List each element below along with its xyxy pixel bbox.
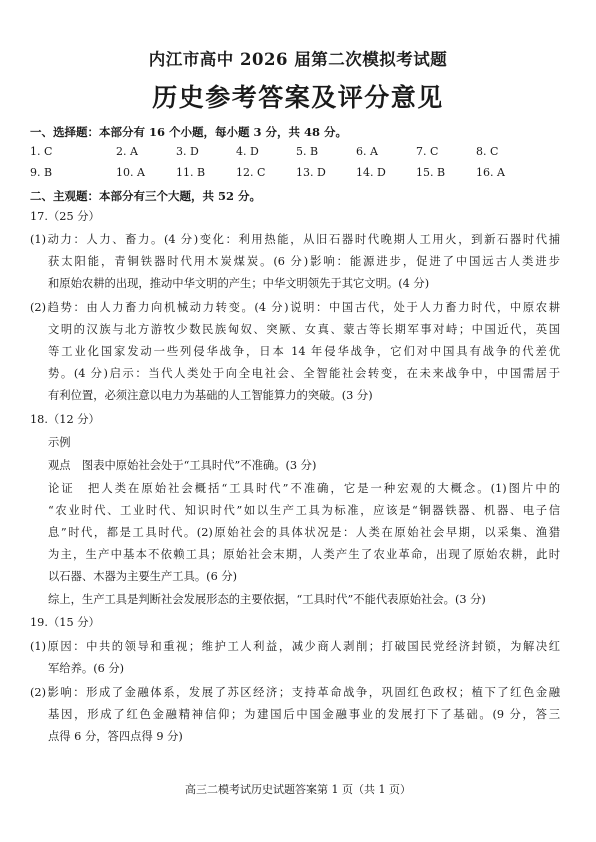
mc-answer: 4. D: [236, 145, 259, 158]
q17-header: 17.（25 分）: [30, 210, 100, 223]
q17-line: (2)趋势：由人力畜力向机械动力转变。(4 分)说明：中国古代，处于人力畜力时代，中原农耕: [30, 301, 560, 314]
q17-line: 获太阳能，青铜铁器时代用木炭煤炭。(6 分)影响：能源进步，促进了中国远古人类进步: [48, 255, 560, 268]
mc-answer: 11. B: [176, 166, 206, 179]
q19-line: 点得 6 分，答四点得 9 分): [48, 730, 183, 743]
mc-answer: 15. B: [416, 166, 446, 179]
mc-answer: 3. D: [176, 145, 199, 158]
q19-line: 基因，形成了红色金融精神信仰；为建国后中国金融事业的发展打下了基础。(9 分，答三: [48, 708, 560, 721]
q18-viewpoint: 观点 图表中原始社会处于“工具时代”不准确。(3 分): [48, 459, 317, 472]
mc-answer: 5. B: [296, 145, 319, 158]
mc-answer: 1. C: [30, 145, 53, 158]
q17-line: 势。(4 分)启示：当代人类处于向全电社会、全智能社会转变，在未来战争中，中国需居于: [48, 367, 560, 380]
mc-answer: 14. D: [356, 166, 386, 179]
page-footer: 高三二模考试历史试题答案第 1 页（共 1 页）: [185, 783, 411, 796]
q18-argument-line: 为主，生产中基本不依赖工具；原始社会末期，人类产生了农业革命，出现了原始农耕，此时: [48, 548, 560, 561]
mc-answer: 10. A: [116, 166, 145, 179]
q18-argument-line: 论证 把人类在原始社会概括“工具时代”不准确，它是一种宏观的大概念。(1)图片中的: [48, 482, 560, 495]
q18-example-label: 示例: [48, 436, 71, 449]
mc-answer: 13. D: [296, 166, 326, 179]
q17-line: 和原始农耕的出现，推动中华文明的产生；中华文明领先于其它文明。(4 分): [48, 277, 430, 290]
q17-line: (1)动力：人力、畜力。(4 分)变化：利用热能，从旧石器时代晚期人工用火，到新石器时代捕: [30, 233, 560, 246]
q17-line: 有利位置，必须注意以电力为基础的人工智能算力的突破。(3 分): [48, 389, 373, 402]
mc-answer: 7. C: [416, 145, 439, 158]
q17-line: 文明的汉族与北方游牧少数民族匈奴、突厥、女真、蒙古等长期军事对峙；中国近代，英国: [48, 323, 560, 336]
mc-answer: 9. B: [30, 166, 53, 179]
answer-key-title: 历史参考答案及评分意见: [152, 83, 444, 112]
q19-header: 19.（15 分）: [30, 616, 100, 629]
q19-line: (1)原因：中共的领导和重视；维护工人利益，减少商人剥削；打破国民党经济封锁，为解决红: [30, 640, 560, 653]
q17-line: 等工业化国家发动一些列侵华战争，日本 14 年侵华战争，它们对中国具有战争的代差优: [48, 345, 560, 358]
mc-answer: 16. A: [476, 166, 505, 179]
q18-header: 18.（12 分）: [30, 413, 100, 426]
q19-line: (2)影响：形成了金融体系，发展了苏区经济；支持革命战争，巩固红色政权；植下了红色金融: [30, 686, 560, 699]
q19-line: 军给养。(6 分): [48, 662, 125, 675]
q18-conclusion: 综上，生产工具是判断社会发展形态的主要依据，“工具时代”不能代表原始社会。(3 分): [48, 593, 486, 606]
mc-answer: 2. A: [116, 145, 138, 158]
q18-argument-line: 以石器、木器为主要生产工具。(6 分): [48, 570, 238, 583]
q18-argument-line: “农业时代、工业时代、知识时代”如以生产工具为标准，应该是“铜器铁器、机器、电子信: [48, 504, 560, 517]
mc-answer: 12. C: [236, 166, 266, 179]
section1-heading: 一、选择题：本部分有 16 个小题，每小题 3 分，共 48 分。: [30, 125, 348, 139]
exam-title: 内江市高中 2026 届第二次模拟考试题: [148, 50, 448, 69]
q18-argument-line: 息”时代，都是工具时代。(2)原始社会的具体状况是：人类在原始社会早期，以采集、渔猎: [48, 526, 560, 539]
mc-answers-row-2: [30, 166, 550, 182]
mc-answers-row-1: [30, 145, 550, 161]
section2-heading: 二、主观题：本部分有三个大题，共 52 分。: [30, 189, 262, 203]
mc-answer: 6. A: [356, 145, 378, 158]
mc-answer: 8. C: [476, 145, 499, 158]
